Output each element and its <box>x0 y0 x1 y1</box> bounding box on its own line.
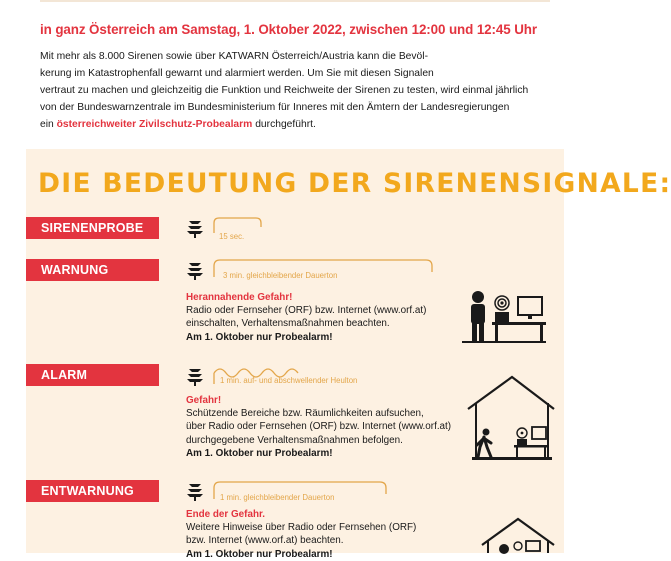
alarm-headline: Gefahr! <box>186 395 222 406</box>
entwarnung-line-2: bzw. Internet (www.orf.at) beachten. <box>186 535 344 547</box>
probealarm-highlight: österreichweiter Zivilschutz-Probealarm <box>56 119 253 130</box>
entwarnung-line-1: Weitere Hinweise über Radio oder Fernsehen (ORF) <box>186 522 417 534</box>
warnung-description <box>186 291 426 344</box>
intro-line-1: Mit mehr als 8.000 Sirenen sowie über KATWARN Österreich/Austria kann die Bevöl- <box>40 51 429 62</box>
event-headline: in ganz Österreich am Samstag, 1. Oktober 2022, zwischen 12:00 und 12:45 Uhr <box>40 22 537 37</box>
alarm-description <box>186 394 451 460</box>
entwarnung-description <box>186 508 416 561</box>
warnung-headline: Herannahende Gefahr! <box>186 292 293 303</box>
house-radio-tv-illustration <box>478 515 564 553</box>
alarm-note: Am 1. Oktober nur Probealarm! <box>186 447 333 459</box>
label-sirenenprobe: SIRENENPROBE <box>26 217 159 239</box>
intro-paragraph <box>40 48 550 133</box>
siren-icon <box>186 480 208 502</box>
alarm-line-3: durchgegebene Verhaltensmaßnahmen befolgen. <box>186 434 403 446</box>
alarm-line-1: Schützende Bereiche bzw. Räumlichkeiten aufsuchen, <box>186 408 424 420</box>
entwarnung-headline: Ende der Gefahr. <box>186 509 266 520</box>
intro-line-5-end: durchgeführt. <box>252 119 316 130</box>
entwarnung-note: Am 1. Oktober nur Probealarm! <box>186 548 333 560</box>
siren-signals-panel <box>26 149 671 560</box>
signal-label-warnung: 3 min. gleichbleibender Dauerton <box>223 271 338 280</box>
signal-label-entwarnung: 1 min. gleichbleibender Dauerton <box>220 493 335 502</box>
alarm-line-2: über Radio oder Fernsehen (ORF) bzw. Internet (www.orf.at) <box>186 421 452 433</box>
intro-line-4: von der Bundeswarnzentrale im Bundesministerium für Inneres mit den Ämtern der Landesregierungen <box>40 102 510 113</box>
warnung-note: Am 1. Oktober nur Probealarm! <box>186 331 333 343</box>
label-entwarnung: ENTWARNUNG <box>26 480 159 502</box>
warnung-line-1: Radio oder Fernseher (ORF) bzw. Internet (www.orf.at) <box>186 305 427 317</box>
signal-label-sirenenprobe: 15 sec. <box>219 232 245 241</box>
signal-label-alarm: 1 min. auf- und abschwellender Heulton <box>220 376 358 385</box>
intro-line-5-start: ein <box>40 119 57 130</box>
person-radio-tv-illustration <box>462 289 546 343</box>
siren-icon <box>186 217 208 239</box>
house-person-illustration <box>466 375 556 461</box>
panel-title: DIE BEDEUTUNG DER SIRENENSIGNALE: <box>38 168 671 199</box>
siren-icon <box>186 259 208 281</box>
top-divider <box>40 0 550 2</box>
label-alarm: ALARM <box>26 364 159 386</box>
intro-line-3: vertraut zu machen und gleichzeitig die Funktion und Reichweite der Sirenen zu testen, wird einmal jährlich <box>40 85 529 96</box>
label-warnung: WARNUNG <box>26 259 159 281</box>
warnung-line-2: einschalten, Verhaltensmaßnahmen beachten. <box>186 318 390 330</box>
intro-line-2: kerung im Katastrophenfall gewarnt und alarmiert werden. Um Sie mit diesen Signalen <box>40 68 434 79</box>
siren-icon <box>186 365 208 387</box>
